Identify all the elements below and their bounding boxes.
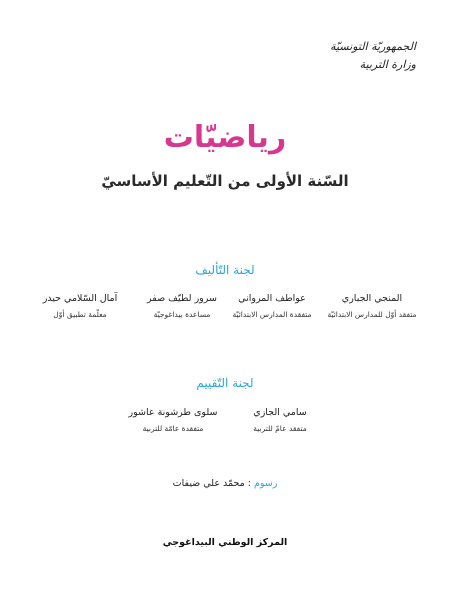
evaluator-member xyxy=(118,406,228,435)
book-title: رياضيّات xyxy=(163,120,287,155)
country-name: الجمهوريّة التونسيّة xyxy=(330,40,416,53)
member-role: متفقدة المدارس الابتدائيّة xyxy=(232,310,312,319)
ministry-name: وزارة التربية xyxy=(359,58,416,71)
publisher-name: المركز الوطني البيداغوجي xyxy=(162,537,288,548)
authoring-committee-heading: لجنة التّأليف xyxy=(195,263,255,277)
ministry-header xyxy=(246,38,416,74)
member-name: سلوى طرشونة عاشور xyxy=(128,407,218,418)
evaluator-member xyxy=(230,406,330,435)
author-member xyxy=(322,292,422,321)
author-member xyxy=(222,292,322,321)
illustrations-credit xyxy=(0,478,450,489)
member-name: عواطف المرواني xyxy=(238,293,306,304)
illustrator-name: محمّد علي ضيفات xyxy=(172,478,245,489)
member-role: مساعدة بيداغوجيّة xyxy=(153,310,211,319)
member-name: سامي الجازي xyxy=(253,407,307,418)
member-role: متفقد عامّ للتربية xyxy=(253,424,307,433)
illustrations-separator: : xyxy=(244,478,254,489)
author-member xyxy=(28,292,132,321)
member-role: متفقد أوّل للمدارس الابتدائيّة xyxy=(327,310,417,319)
evaluation-committee-heading: لجنة التّقييم xyxy=(196,376,254,390)
author-member xyxy=(132,292,232,321)
member-name: آمال السّلامي حيدر xyxy=(42,293,118,304)
member-role: معلّمة تطبيق أوّل xyxy=(53,310,107,319)
member-name: المنجي الجباري xyxy=(341,293,403,304)
book-subtitle: السّنة الأولى من التّعليم الأساسيّ xyxy=(101,172,349,190)
illustrations-label: رسوم xyxy=(253,478,278,489)
member-role: متفقدة عامّة للتربية xyxy=(142,424,204,433)
member-name: سرور لطيّف صفر xyxy=(147,293,217,304)
